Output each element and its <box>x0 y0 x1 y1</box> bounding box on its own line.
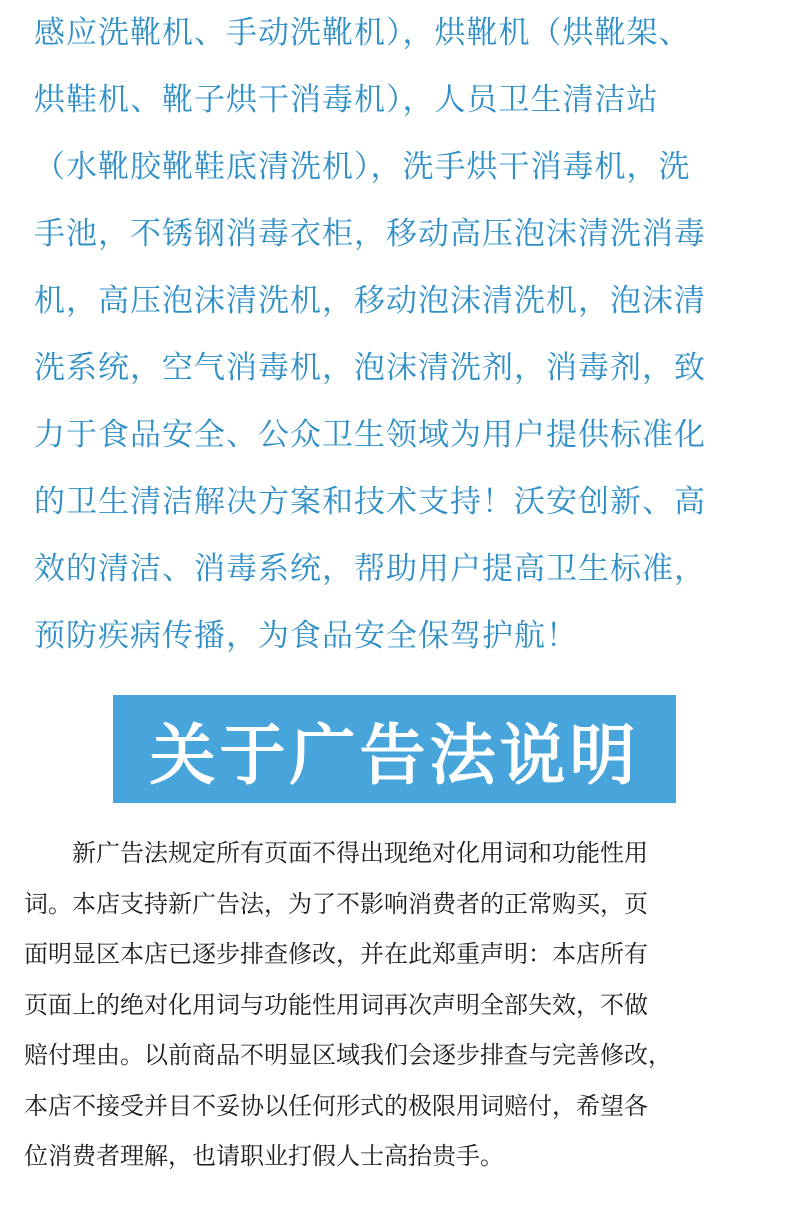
ad-law-notice <box>24 828 772 1182</box>
intro-line: 手池，不锈钢消毒衣柜，移动高压泡沫清洗消毒 <box>34 216 706 252</box>
intro-line: 力于食品安全、公众卫生领域为用户提供标准化 <box>34 417 706 453</box>
notice-line: 页面上的绝对化用词与功能性用词再次声明全部失效，不做 <box>24 990 648 1019</box>
intro-line: 的卫生清洁解决方案和技术支持！沃安创新、高 <box>34 484 706 520</box>
intro-line: 效的清洁、消毒系统，帮助用户提高卫生标准， <box>34 551 706 587</box>
section-banner <box>113 695 676 803</box>
notice-line: 面明显区本店已逐步排查修改，并在此郑重声明：本店所有 <box>24 940 648 968</box>
notice-line: 赔付理由。以前商品不明显区域我们会逐步排查与完善修改， <box>24 1041 672 1069</box>
intro-paragraph <box>34 0 764 670</box>
notice-line: 位消费者理解，也请职业打假人士高抬贵手。 <box>24 1142 504 1170</box>
intro-line: 机，高压泡沫清洗机，移动泡沫清洗机，泡沫清 <box>34 283 706 319</box>
notice-line: 词。本店支持新广告法，为了不影响消费者的正常购买，页 <box>24 889 648 918</box>
intro-line: 洗系统，空气消毒机，泡沫清洗剂，消毒剂，致 <box>34 350 706 386</box>
banner-title: 关于广告法说明 <box>149 716 640 794</box>
notice-line: 本店不接受并目不妥协以任何形式的极限用词赔付，希望各 <box>24 1091 648 1120</box>
intro-line: 预防疾病传播，为食品安全保驾护航！ <box>34 618 578 654</box>
intro-line: 感应洗靴机、手动洗靴机），烘靴机（烘靴架、 <box>34 15 691 51</box>
intro-line: 烘鞋机、靴子烘干消毒机），人员卫生清洁站 <box>34 82 659 118</box>
notice-line: 新广告法规定所有页面不得出现绝对化用词和功能性用 <box>24 839 648 867</box>
intro-line: （水靴胶靴鞋底清洗机），洗手烘干消毒机，洗 <box>34 149 691 185</box>
